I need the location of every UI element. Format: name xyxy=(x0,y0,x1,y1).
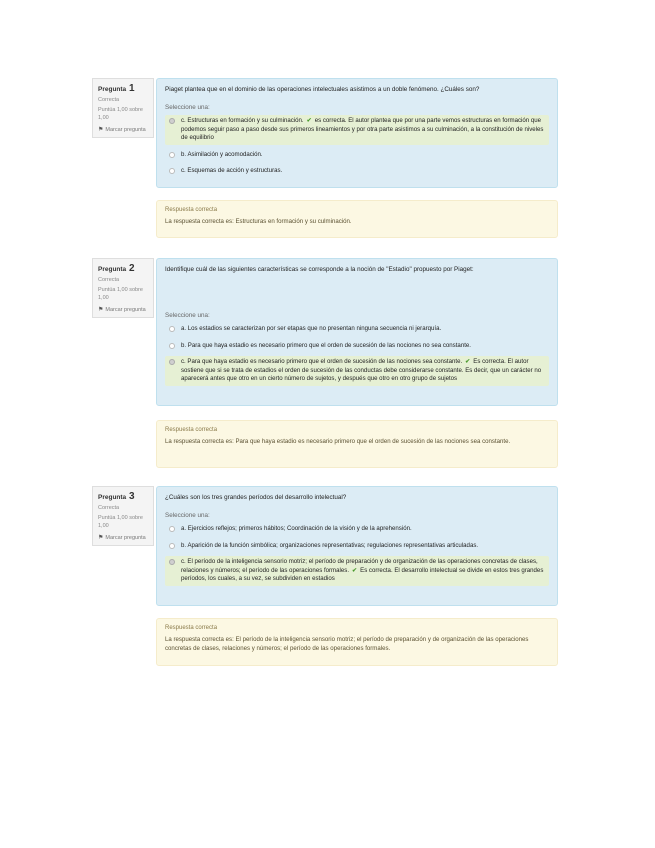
question-text: ¿Cuáles son los tres grandes períodos del desarrollo intelectual? xyxy=(165,494,347,501)
answer-prompt: Seleccione una: xyxy=(165,312,210,319)
question-number: Pregunta 3 xyxy=(98,491,135,502)
flag-question-link[interactable]: ⚑ Marcar pregunta xyxy=(98,306,146,313)
radio-button[interactable] xyxy=(169,168,175,174)
question-marks: Puntúa 1,00 sobre 1,00 xyxy=(98,287,143,301)
radio-button[interactable] xyxy=(169,343,175,349)
checkmark-icon: ✔ xyxy=(306,117,312,124)
feedback-heading: Respuesta correcta xyxy=(165,427,218,433)
radio-button[interactable] xyxy=(169,359,175,365)
feedback-box xyxy=(156,200,558,238)
answer-option[interactable]: b. Para que haya estadio es necesario primero que el orden de sucesión de las nociones no sea constante. xyxy=(165,340,549,353)
flag-icon: ⚑ xyxy=(98,127,104,133)
question-number: Pregunta 1 xyxy=(98,83,135,94)
question-info xyxy=(92,486,154,546)
feedback-box xyxy=(156,618,558,666)
question-text: Identifique cuál de las siguientes características se corresponde a la noción de "Estadio" propuesto por Piaget: xyxy=(165,266,474,273)
feedback-box xyxy=(156,420,558,468)
radio-button[interactable] xyxy=(169,152,175,158)
question-status: Correcta xyxy=(98,277,120,283)
question-marks: Puntúa 1,00 sobre 1,00 xyxy=(98,515,143,529)
answer-prompt: Seleccione una: xyxy=(165,512,210,519)
answer-option[interactable]: c. Esquemas de acción y estructuras. xyxy=(165,165,549,178)
answer-option[interactable]: a. Los estadios se caracterizan por ser etapas que no presentan ninguna secuencia ni jerarquía. xyxy=(165,323,549,336)
question-marks: Puntúa 1,00 sobre 1,00 xyxy=(98,107,143,121)
answer-option[interactable]: c. Estructuras en formación y su culminación. ✔ es correcta. El autor plantea que por una parte vemos estructuras en formación que podemos seguir paso a paso desde sus primeros lineamientos y por otra parte asistimos a su culminación, a la constitución de niveles de equilibrio xyxy=(165,115,549,145)
flag-icon: ⚑ xyxy=(98,535,104,541)
feedback-text: La respuesta correcta es: Estructuras en formación y su culminación. xyxy=(165,218,352,225)
feedback-text: La respuesta correcta es: Para que haya estadio es necesario primero que el orden de sucesión de las nociones sea constante. xyxy=(165,438,511,445)
answer-option[interactable]: a. Ejercicios reflejos; primeros hábitos; Coordinación de la visión y de la aprehensión. xyxy=(165,523,549,536)
radio-button[interactable] xyxy=(169,526,175,532)
feedback-text: La respuesta correcta es: El período de la inteligencia sensorio motriz; el período de preparación y de organización de las operaciones concretas de clases, relaciones y números; el período de las operaciones formales. xyxy=(165,636,529,652)
flag-icon: ⚑ xyxy=(98,307,104,313)
question-status: Correcta xyxy=(98,505,120,511)
radio-button[interactable] xyxy=(169,326,175,332)
feedback-heading: Respuesta correcta xyxy=(165,207,218,213)
question-info xyxy=(92,258,154,318)
answer-option[interactable]: b. Aparición de la función simbólica; organizaciones representativas; regulaciones representativas articuladas. xyxy=(165,540,549,553)
feedback-heading: Respuesta correcta xyxy=(165,625,218,631)
answer-option[interactable]: c. Para que haya estadio es necesario primero que el orden de sucesión de las nociones sea constante. ✔ Es correcta. El autor sostiene que si se trata de estadios el orden de sucesión de las conductas debe considerarse constante. Es decir, que un carácter no aparecerá antes que otro en un cierto número de sujetos, y después que otro en otro grupo de sujetos xyxy=(165,356,549,386)
radio-button[interactable] xyxy=(169,118,175,124)
radio-button[interactable] xyxy=(169,543,175,549)
question-number: Pregunta 2 xyxy=(98,263,135,274)
flag-question-link[interactable]: ⚑ Marcar pregunta xyxy=(98,534,146,541)
flag-question-link[interactable]: ⚑ Marcar pregunta xyxy=(98,126,146,133)
answer-option[interactable]: b. Asimilación y acomodación. xyxy=(165,149,549,162)
question-content xyxy=(156,486,558,606)
answer-option[interactable]: c. El período de la inteligencia sensorio motriz; el período de preparación y de organización de las operaciones concretas de clases, relaciones y números; el período de las operaciones formales. ✔ Es correcta. El desarrollo intelectual se divide en estos tres grandes períodos, los cuales, a su vez, se subdividen en estadios xyxy=(165,556,549,586)
question-info xyxy=(92,78,154,138)
question-status: Correcta xyxy=(98,97,120,103)
question-text: Piaget plantea que en el dominio de las operaciones intelectuales asistimos a un doble fenómeno. ¿Cuáles son? xyxy=(165,86,480,93)
question-content xyxy=(156,78,558,188)
answer-prompt: Seleccione una: xyxy=(165,104,210,111)
checkmark-icon: ✔ xyxy=(352,566,358,574)
checkmark-icon: ✔ xyxy=(465,358,471,366)
question-content xyxy=(156,258,558,406)
radio-button[interactable] xyxy=(169,559,175,565)
